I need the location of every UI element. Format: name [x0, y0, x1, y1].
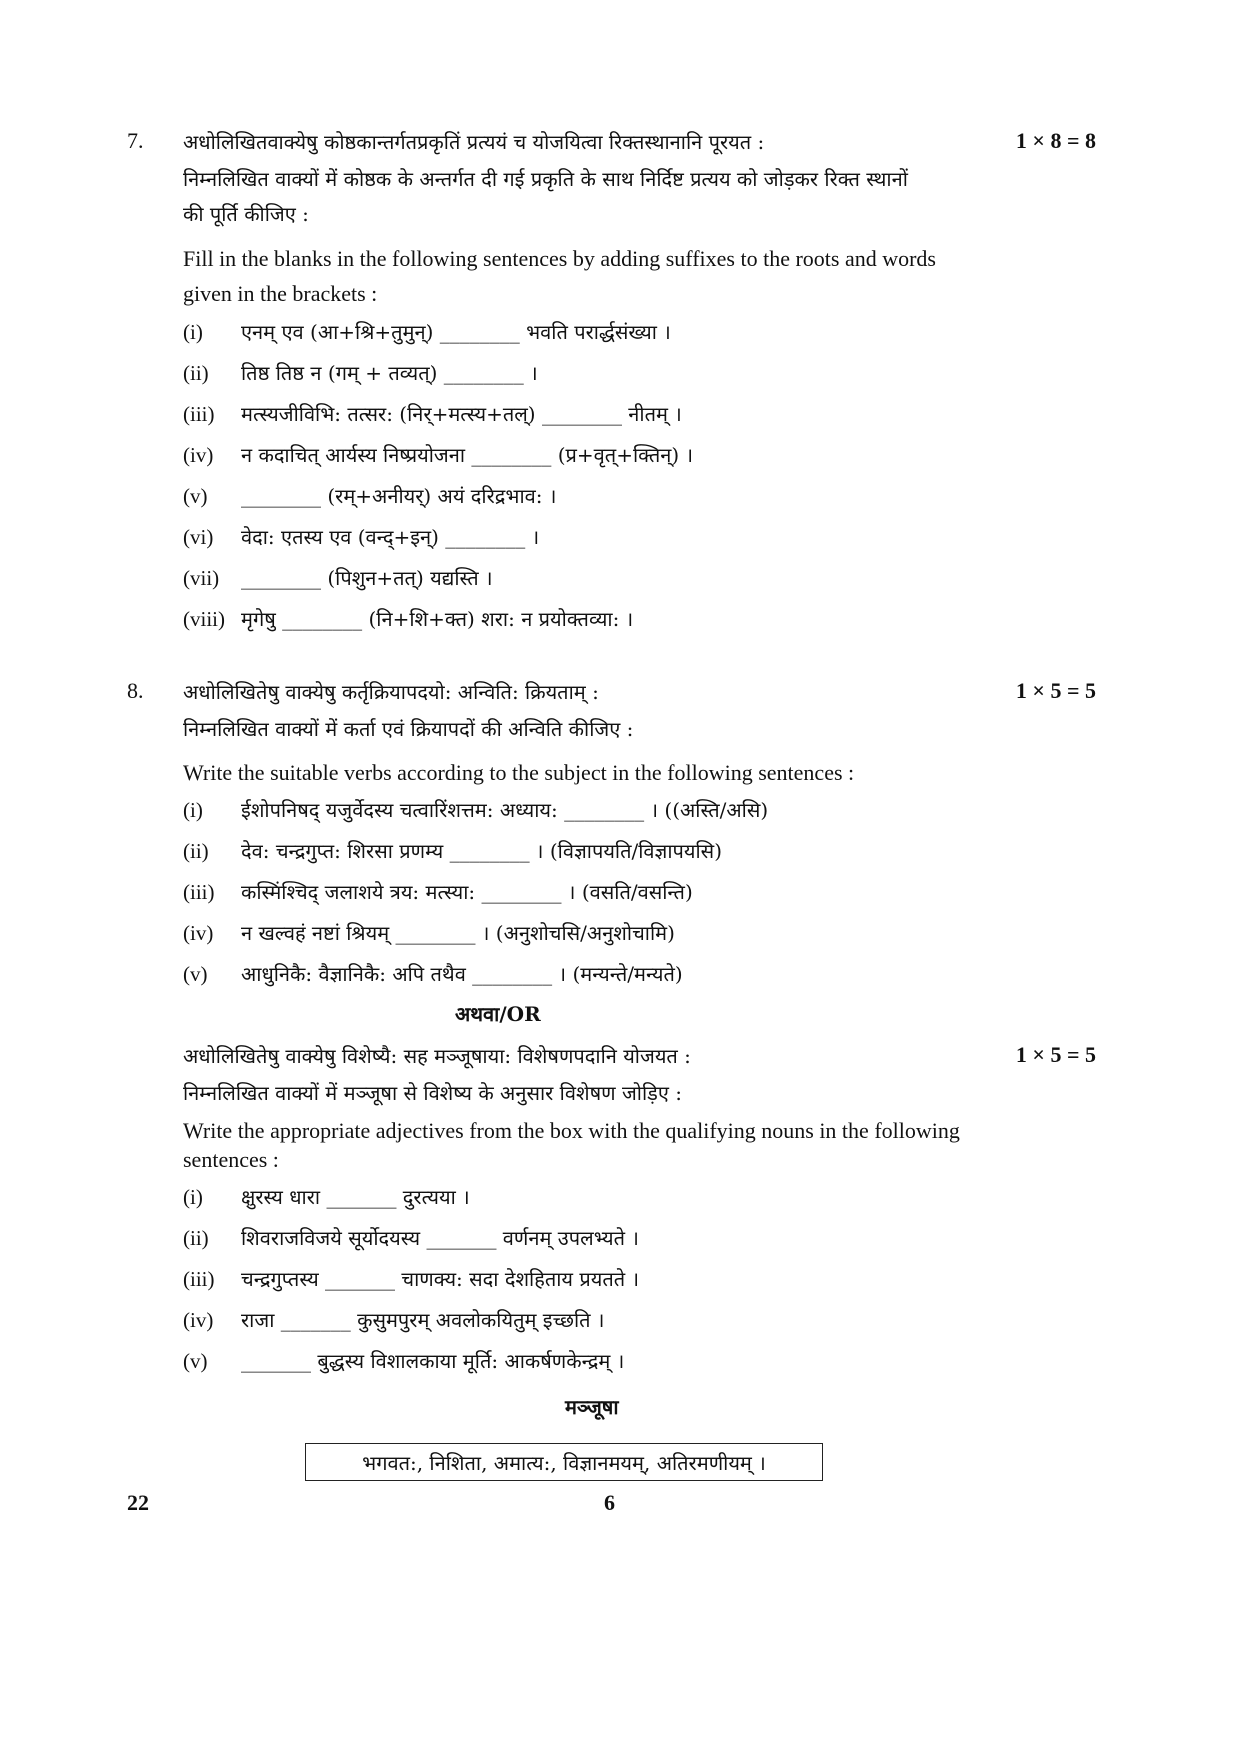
q8-item: [183, 960, 683, 987]
item-label: (viii): [183, 607, 225, 631]
item-text: शिवराजविजये सूर्योदयस्य _______ वर्णनम् उपलभ्यते ।: [241, 1226, 639, 1250]
q7-item: [183, 482, 556, 509]
item-label: (vii): [183, 566, 220, 590]
q8or-english-instruction-line1: Write the appropriate adjectives from the box with the qualifying nouns in the following: [183, 1118, 960, 1143]
item-label: (v): [183, 1349, 208, 1373]
q8-hindi-instruction: निम्नलिखित वाक्यों में कर्ता एवं क्रियापदों की अन्विति कीजिए :: [183, 717, 634, 741]
item-label: (iv): [183, 443, 214, 467]
q8or-sanskrit-instruction: अधोलिखितेषु वाक्येषु विशेष्यै: सह मञ्जूषाया: विशेषणपदानि योजयत :: [183, 1044, 691, 1068]
q7-item: [183, 605, 633, 632]
q8-marks: 1 × 5 = 5: [1015, 678, 1096, 703]
item-label: (ii): [183, 839, 209, 863]
q7-item: [183, 359, 538, 386]
q8or-item: [183, 1306, 605, 1333]
item-text: वेदा: एतस्य एव (वन्द्+इन्) ________ ।: [241, 525, 540, 549]
q7-item: [183, 523, 539, 550]
q7-item: [183, 318, 671, 345]
q7-item: [183, 441, 693, 468]
q7-hindi-instruction-line2: की पूर्ति कीजिए :: [183, 202, 309, 226]
item-text: राजा _______ कुसुमपुरम् अवलोकयितुम् इच्छति ।: [241, 1308, 605, 1332]
item-text: न खल्वहं नष्टां श्रियम् ________ । (अनुशोचसि/अनुशोचामि): [241, 921, 675, 945]
item-label: (i): [183, 1185, 203, 1209]
item-label: (i): [183, 320, 203, 344]
q7-hindi-instruction-line1: निम्नलिखित वाक्यों में कोष्ठक के अन्तर्गत दी गई प्रकृति के साथ निर्दिष्ट प्रत्यय को जोड़कर रिक्त स्थानों: [183, 167, 908, 191]
item-text: न कदाचित् आर्यस्य निष्प्रयोजना ________ (प्र+वृत्+क्तिन्) ।: [241, 443, 694, 467]
page-number: 6: [604, 1490, 615, 1515]
q8-item: [183, 919, 675, 946]
item-label: (iii): [183, 1267, 215, 1291]
q7-sanskrit-instruction: अधोलिखितवाक्येषु कोष्ठकान्तर्गतप्रकृतिं प्रत्ययं च योजयित्वा रिक्तस्थानानि पूरयत :: [183, 130, 765, 154]
q8or-item: [183, 1183, 470, 1210]
word-box-content: भगवत:, निशिता, अमात्य:, विज्ञानमयम्, अतिरमणीयम् ।: [362, 1450, 766, 1475]
item-text: क्षुरस्य धारा _______ दुरत्यया ।: [241, 1185, 470, 1209]
item-label: (iv): [183, 921, 214, 945]
item-label: (i): [183, 798, 203, 822]
q8or-marks: 1 × 5 = 5: [1015, 1042, 1096, 1067]
item-text: कस्मिंश्चिद् जलाशये त्रय: मत्स्या: ________ । (वसति/वसन्ति): [241, 880, 693, 904]
item-label: (v): [183, 484, 208, 508]
item-text: देव: चन्द्रगुप्त: शिरसा प्रणम्य ________ । (विज्ञापयति/विज्ञापयसि): [241, 839, 723, 863]
item-label: (ii): [183, 1226, 209, 1250]
paper-code: 22: [127, 1490, 149, 1515]
item-label: (ii): [183, 361, 209, 385]
q8or-item: [183, 1347, 624, 1374]
q7-number: 7.: [127, 128, 144, 153]
q8or-hindi-instruction: निम्नलिखित वाक्यों में मञ्जूषा से विशेष्य के अनुसार विशेषण जोड़िए :: [183, 1081, 683, 1105]
q7-marks: 1 × 8 = 8: [1015, 128, 1096, 153]
q8or-item: [183, 1265, 639, 1292]
item-text: चन्द्रगुप्तस्य _______ चाणक्य: सदा देशहिताय प्रयतते ।: [241, 1267, 640, 1291]
item-text: मत्स्यजीविभि: तत्सर: (निर्+मत्स्य+तल्) ________ नीतम् ।: [241, 402, 682, 426]
q8or-english-instruction-line2: sentences :: [183, 1147, 279, 1172]
item-label: (iii): [183, 402, 215, 426]
item-text: मृगेषु ________ (नि+शि+क्त) शरा: न प्रयोक्तव्या: ।: [241, 607, 634, 631]
item-text: ईशोपनिषद् यजुर्वेदस्य चत्वारिंशत्तम: अध्याय: ________ । ((अस्ति/असि): [241, 798, 769, 822]
q8-number: 8.: [127, 678, 144, 703]
word-box: [305, 1443, 823, 1481]
item-text: _______ बुद्धस्य विशालकाया मूर्ति: आकर्षणकेन्द्रम् ।: [241, 1349, 625, 1373]
item-label: (iv): [183, 1308, 214, 1332]
q8-sanskrit-instruction: अधोलिखितेषु वाक्येषु कर्तृक्रियापदयो: अन्विति: क्रियताम् :: [183, 680, 599, 704]
q7-item: [183, 400, 682, 427]
item-label: (vi): [183, 525, 214, 549]
q8-english-instruction: Write the suitable verbs according to the subject in the following sentences :: [183, 760, 855, 785]
q8-item: [183, 878, 693, 905]
q8-item: [183, 837, 722, 864]
q8-item: [183, 796, 768, 823]
q8or-item: [183, 1224, 639, 1251]
q7-item: [183, 564, 493, 591]
item-label: (iii): [183, 880, 215, 904]
q7-english-instruction-line1: Fill in the blanks in the following sentences by adding suffixes to the roots and words: [183, 246, 936, 271]
item-text: ________ (पिशुन+तत्) यद्यस्ति ।: [241, 566, 493, 590]
item-label: (v): [183, 962, 208, 986]
item-text: एनम् एव (आ+श्रि+तुमुन्) ________ भवति परार्द्धसंख्या ।: [241, 320, 671, 344]
q7-english-instruction-line2: given in the brackets :: [183, 281, 378, 306]
word-box-title: मञ्जूषा: [565, 1395, 619, 1419]
or-heading: अथवा/OR: [455, 1002, 541, 1026]
item-text: ________ (रम्+अनीयर्) अयं दरिद्रभाव: ।: [241, 484, 557, 508]
item-text: तिष्ठ तिष्ठ न (गम् + तव्यत्) ________ ।: [241, 361, 538, 385]
item-text: आधुनिकै: वैज्ञानिकै: अपि तथैव ________ । (मन्यन्ते/मन्यते): [241, 962, 683, 986]
